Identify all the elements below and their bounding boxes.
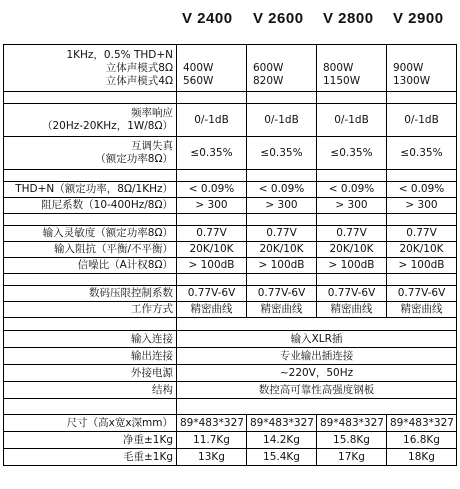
dimensions-value: 89*483*327 [317,415,387,432]
sensitivity-value: 0.77V [177,226,247,242]
row-structure [4,382,457,399]
limiter-value: 0.77V-6V [387,286,457,302]
mode-value: 精密曲线 [177,302,247,318]
row-imd [4,137,457,170]
net-weight-value: 16.8Kg [387,432,457,449]
structure-label: 结构 [4,382,177,399]
mode-value: 精密曲线 [317,302,387,318]
power-label: 1KHz，0.5% THD+N 立体声模式8Ω 立体声模式4Ω [4,45,177,92]
limiter-value: 0.77V-6V [247,286,317,302]
row-dimensions [4,415,457,432]
dimensions-value: 89*483*327 [247,415,317,432]
damping-label: 阻尼系数（10-400Hz/8Ω） [4,198,177,214]
damping-value: > 300 [317,198,387,214]
gross-weight-label: 毛重±1Kg [4,449,177,466]
thd-value: < 0.09% [177,182,247,198]
row-power-supply [4,365,457,382]
row-net-weight [4,432,457,449]
power-value-v2400: 400W 560W [177,45,247,92]
snr-value: > 100dB [247,258,317,274]
row-mode [4,302,457,318]
spec-table [3,44,457,466]
row-sensitivity [4,226,457,242]
thd-value: < 0.09% [317,182,387,198]
model-header [0,0,460,44]
thd-value: < 0.09% [387,182,457,198]
sensitivity-value: 0.77V [247,226,317,242]
net-weight-value: 11.7Kg [177,432,247,449]
dimensions-label: 尺寸（高x宽x深mm） [4,415,177,432]
row-power [4,45,457,92]
sensitivity-value: 0.77V [387,226,457,242]
row-gross-weight [4,449,457,466]
power-supply-label: 外接电源 [4,365,177,382]
mode-value: 精密曲线 [387,302,457,318]
model-v2900: V 2900 [393,10,444,27]
net-weight-value: 15.8Kg [317,432,387,449]
row-output-conn [4,348,457,365]
gross-weight-value: 13Kg [177,449,247,466]
gross-weight-value: 18Kg [387,449,457,466]
freq-response-value: 0/-1dB [247,104,317,137]
thd-label: THD+N（额定功率，8Ω/1KHz） [4,182,177,198]
impedance-value: 20K/10K [387,242,457,258]
row-snr [4,258,457,274]
imd-value: ≤0.35% [247,137,317,170]
damping-value: > 300 [387,198,457,214]
snr-value: > 100dB [387,258,457,274]
freq-response-value: 0/-1dB [387,104,457,137]
sensitivity-value: 0.77V [317,226,387,242]
model-v2400: V 2400 [182,10,233,27]
dimensions-value: 89*483*327 [387,415,457,432]
dimensions-value: 89*483*327 [177,415,247,432]
gross-weight-value: 15.4Kg [247,449,317,466]
row-freq-response [4,104,457,137]
limiter-label: 数码压限控制系数 [4,286,177,302]
row-limiter [4,286,457,302]
input-conn-value: 输入XLR插 [177,331,457,348]
output-conn-value: 专业输出插连接 [177,348,457,365]
limiter-value: 0.77V-6V [317,286,387,302]
snr-value: > 100dB [317,258,387,274]
power-supply-value: ~220V，50Hz [177,365,457,382]
output-conn-label: 输出连接 [4,348,177,365]
freq-response-value: 0/-1dB [317,104,387,137]
imd-value: ≤0.35% [317,137,387,170]
damping-value: > 300 [177,198,247,214]
snr-label: 信噪比（A计权8Ω） [4,258,177,274]
input-conn-label: 输入连接 [4,331,177,348]
impedance-value: 20K/10K [247,242,317,258]
thd-value: < 0.09% [247,182,317,198]
sensitivity-label: 输入灵敏度（额定功率8Ω） [4,226,177,242]
imd-label: 互调失真 （额定功率8Ω） [4,137,177,170]
model-v2600: V 2600 [253,10,304,27]
net-weight-label: 净重±1Kg [4,432,177,449]
impedance-value: 20K/10K [177,242,247,258]
row-impedance [4,242,457,258]
freq-response-value: 0/-1dB [177,104,247,137]
model-v2800: V 2800 [323,10,374,27]
row-thd [4,182,457,198]
power-value-v2900: 900W 1300W [387,45,457,92]
snr-value: > 100dB [177,258,247,274]
power-value-v2800: 800W 1150W [317,45,387,92]
damping-value: > 300 [247,198,317,214]
net-weight-value: 14.2Kg [247,432,317,449]
row-input-conn [4,331,457,348]
row-damping [4,198,457,214]
power-value-v2600: 600W 820W [247,45,317,92]
gross-weight-value: 17Kg [317,449,387,466]
limiter-value: 0.77V-6V [177,286,247,302]
mode-label: 工作方式 [4,302,177,318]
impedance-value: 20K/10K [317,242,387,258]
impedance-label: 输入阻抗（平衡/不平衡） [4,242,177,258]
imd-value: ≤0.35% [177,137,247,170]
freq-response-label: 频率响应 （20Hz-20KHz，1W/8Ω） [4,104,177,137]
imd-value: ≤0.35% [387,137,457,170]
structure-value: 数控高可靠性高强度钢板 [177,382,457,399]
mode-value: 精密曲线 [247,302,317,318]
